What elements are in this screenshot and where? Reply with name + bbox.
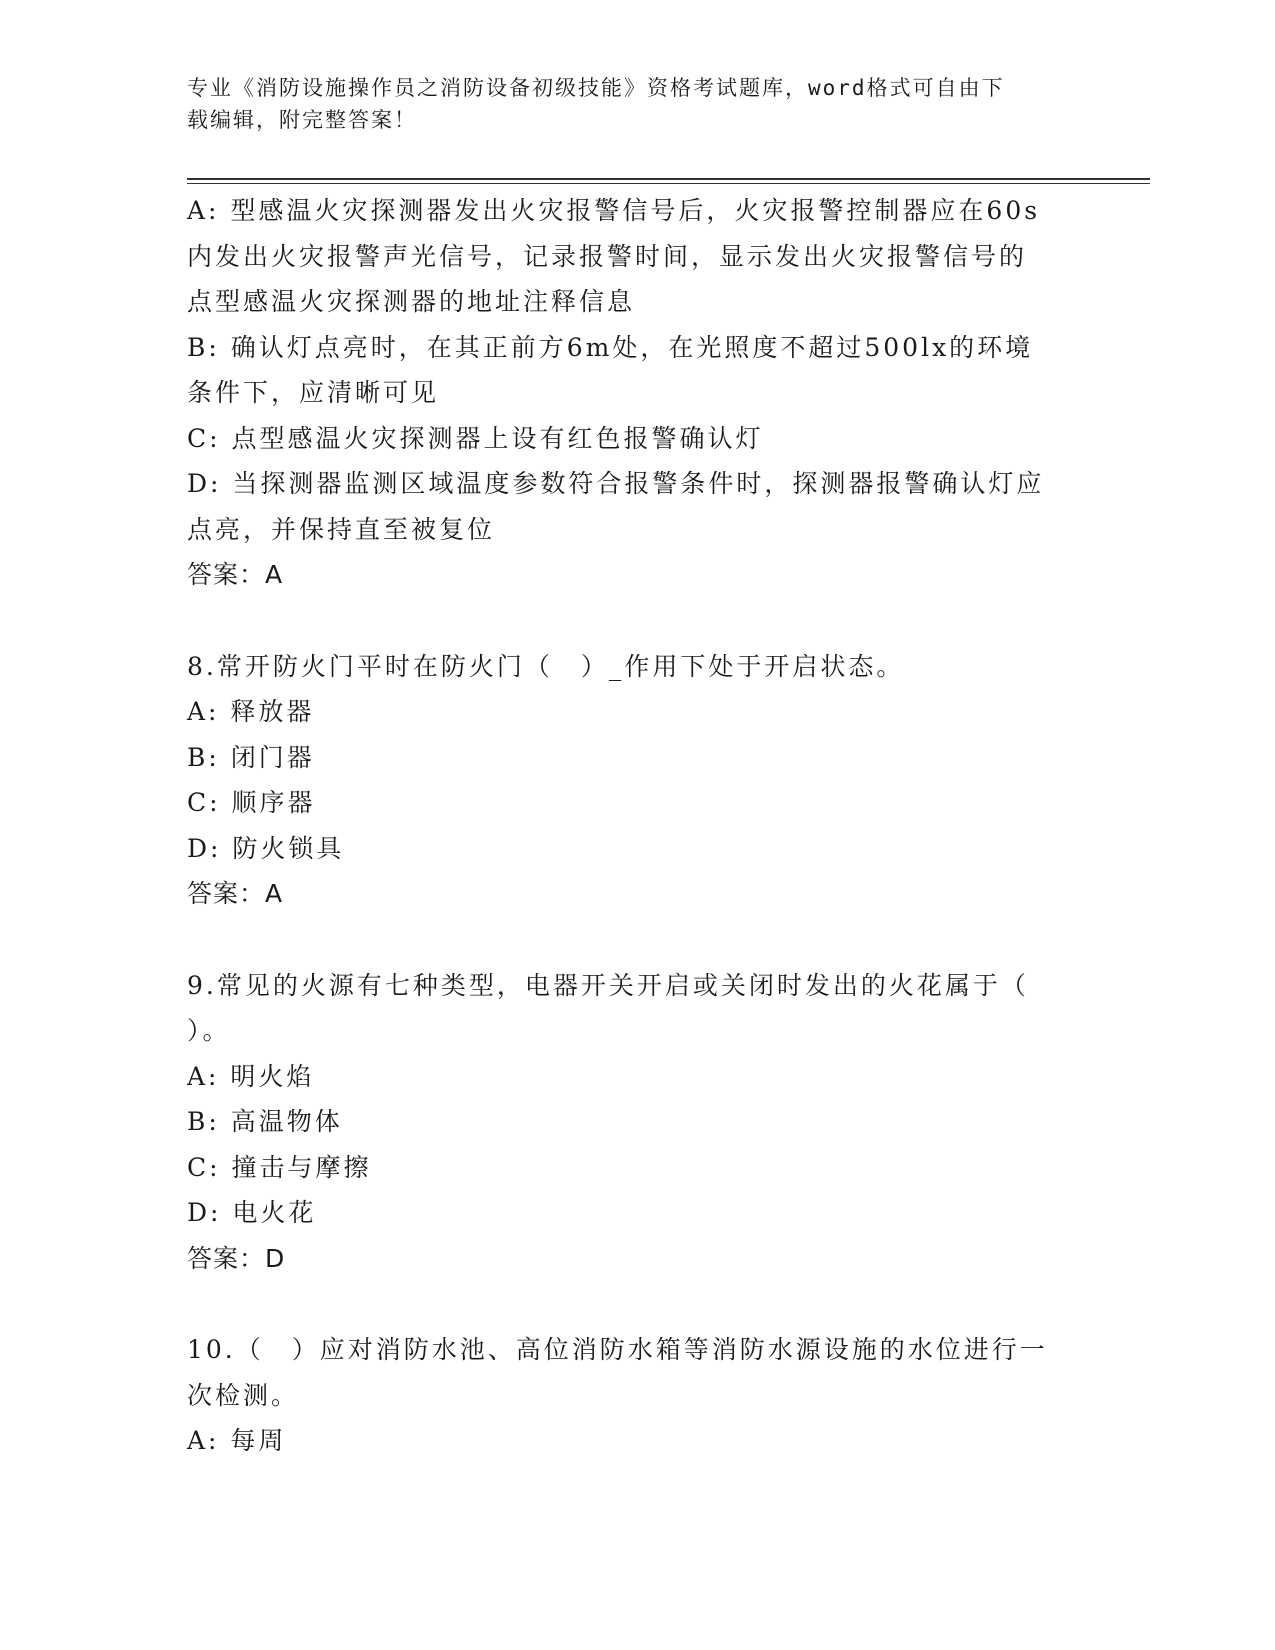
spacer bbox=[187, 1281, 1067, 1327]
header-line-1: 专业《消防设施操作员之消防设备初级技能》资格考试题库，word格式可自由下 bbox=[187, 76, 1005, 100]
question-8 bbox=[187, 644, 1067, 917]
question-text-line-1: 9.常见的火源有七种类型，电器开关开启或关闭时发出的火花属于（ bbox=[187, 970, 1029, 1000]
question-9 bbox=[187, 963, 1067, 1282]
header-divider bbox=[187, 178, 1150, 180]
option-d: D: 防火锁具 bbox=[187, 833, 345, 863]
question-10 bbox=[187, 1327, 1067, 1464]
option-a-line-1: A: 型感温火灾探测器发出火灾报警信号后，火灾报警控制器应在60s bbox=[187, 196, 1041, 225]
option-c-line-1: C: 点型感温火灾探测器上设有红色报警确认灯 bbox=[187, 423, 764, 453]
header-divider-thin bbox=[187, 183, 1150, 184]
question-text-line-2: 次检测。 bbox=[187, 1380, 300, 1410]
answer: 答案：A bbox=[187, 560, 284, 589]
answer: 答案：A bbox=[187, 879, 284, 908]
question-7-options bbox=[187, 188, 1067, 598]
option-b: B: 高温物体 bbox=[187, 1107, 343, 1136]
document-header bbox=[187, 72, 1067, 136]
option-d-line-2: 点亮，并保持直至被复位 bbox=[187, 514, 496, 544]
option-c: C: 顺序器 bbox=[187, 788, 316, 817]
option-d: D: 电火花 bbox=[187, 1198, 317, 1227]
option-a: A: 明火焰 bbox=[187, 1061, 315, 1091]
option-a-line-2: 内发出火灾报警声光信号，记录报警时间，显示发出火灾报警信号的 bbox=[187, 241, 1028, 271]
option-a: A: 每周 bbox=[187, 1426, 287, 1455]
option-b: B: 闭门器 bbox=[187, 742, 315, 772]
option-d-line-1: D: 当探测器监测区域温度参数符合报警条件时，探测器报警确认灯应 bbox=[187, 469, 1045, 498]
question-text-line-1: 10.（ ）应对消防水池、高位消防水箱等消防水源设施的水位进行一 bbox=[187, 1335, 1048, 1364]
spacer bbox=[187, 917, 1067, 963]
answer: 答案：D bbox=[187, 1243, 286, 1273]
option-a: A: 释放器 bbox=[187, 697, 315, 726]
exam-content bbox=[187, 188, 1067, 1464]
option-a-line-3: 点型感温火灾探测器的地址注释信息 bbox=[187, 287, 636, 316]
option-c: C: 撞击与摩擦 bbox=[187, 1152, 372, 1182]
option-b-line-2: 条件下，应清晰可见 bbox=[187, 378, 440, 407]
spacer bbox=[187, 598, 1067, 644]
header-line-2: 载编辑，附完整答案！ bbox=[187, 108, 417, 132]
question-text: 8.常开防火门平时在防火门（ ）_作用下处于开启状态。 bbox=[187, 651, 905, 681]
question-text-line-2: ）。 bbox=[187, 1016, 231, 1045]
option-b-line-1: B: 确认灯点亮时，在其正前方6m处，在光照度不超过500lx的环境 bbox=[187, 332, 1034, 362]
